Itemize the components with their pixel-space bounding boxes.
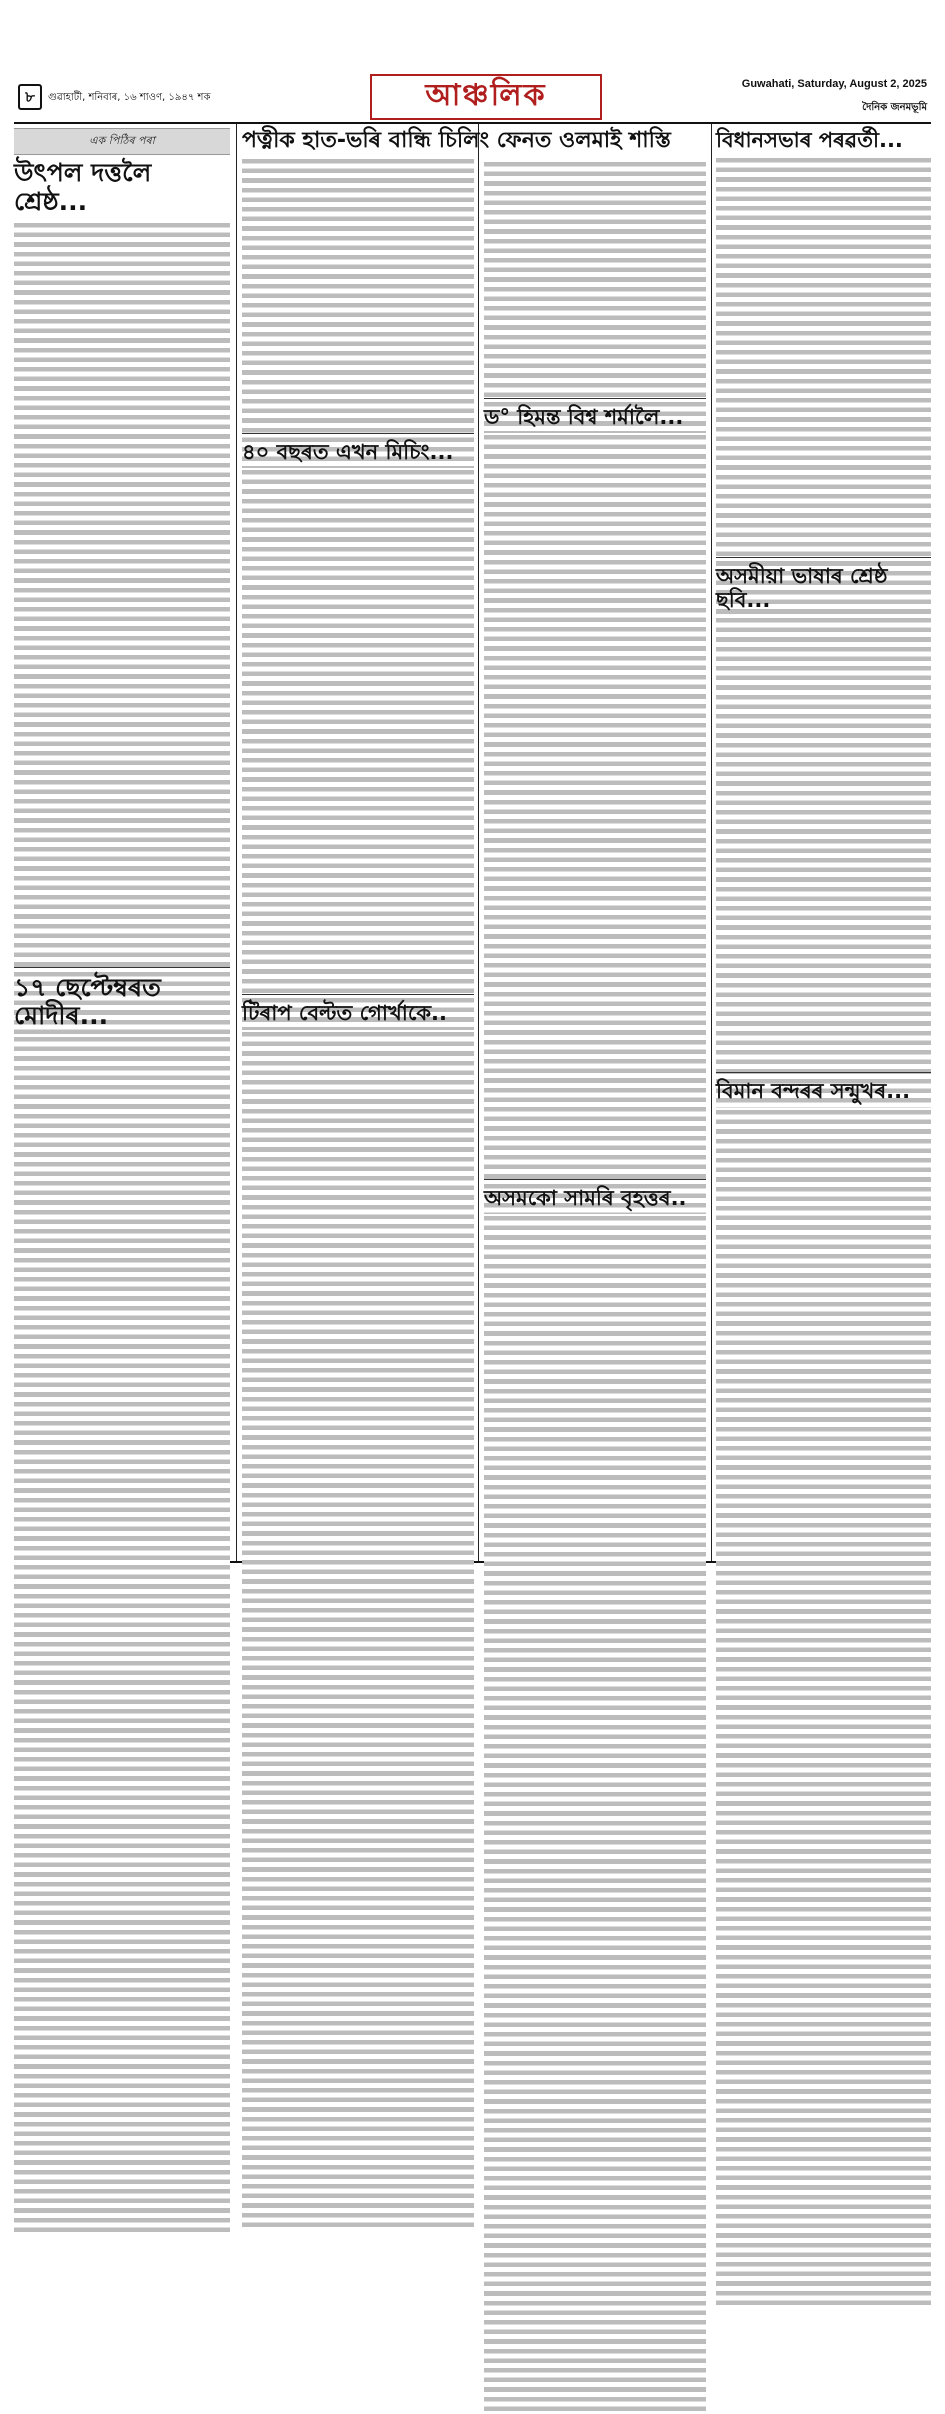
article-body xyxy=(242,1030,474,1590)
date-line-right: Guwahati, Saturday, August 2, 2025 xyxy=(741,78,927,90)
headline-greater-asom: অসমকো সামৰি বৃহত্তৰ.. xyxy=(484,1186,687,1211)
article-divider xyxy=(716,1072,931,1073)
column-middle-right xyxy=(484,160,706,1561)
article-body xyxy=(14,1035,230,1675)
headline-september-17: ১৭ ছেপ্টেম্বৰত মোদীৰ... xyxy=(14,972,161,1031)
continued-ribbon: এক পিঠিৰ পৰা xyxy=(14,128,230,155)
article-divider xyxy=(484,1179,706,1180)
article-divider xyxy=(242,433,474,434)
article-body xyxy=(716,616,931,1066)
section-name: দৈনিক জনমভূমি xyxy=(862,102,927,113)
article-body xyxy=(716,156,931,551)
article-body xyxy=(242,468,474,988)
page-number: ৮ xyxy=(18,84,42,110)
headline-assamese-film: অসমীয়া ভাষাৰ শ্ৰেষ্ঠ ছবি... xyxy=(716,564,888,613)
column-divider xyxy=(478,124,479,1561)
article-divider xyxy=(716,557,931,558)
article-divider xyxy=(484,398,706,399)
masthead: আঞ্চলিক xyxy=(370,74,602,120)
page-header xyxy=(14,72,931,126)
article-body xyxy=(484,433,706,1173)
article-body xyxy=(242,157,474,427)
headline-tirap-belt: টিৰাপ বেল্টত গোৰ্খাকে.. xyxy=(242,1001,447,1026)
headline-airport: বিমান বন্দৰৰ সন্মুখৰ... xyxy=(716,1079,911,1104)
article-body xyxy=(484,1214,706,1814)
headline-mising: ৪০ বছৰত এখন মিচিং... xyxy=(242,440,454,465)
article-body xyxy=(716,1108,931,1708)
article-divider xyxy=(14,967,230,968)
column-divider xyxy=(236,124,237,1561)
date-line-left: গুৱাহাটী, শনিবাৰ, ১৬ শাওণ, ১৯৪৭ শক xyxy=(48,92,211,103)
headline-utpal-dutta: উৎপল দত্তলৈ শ্ৰেষ্ঠ... xyxy=(14,158,152,216)
article-body xyxy=(484,160,706,392)
article-divider xyxy=(242,994,474,995)
article-body xyxy=(14,221,230,961)
headline-assembly: বিধানসভাৰ পৰৱৰ্তী... xyxy=(716,128,903,152)
headline-himanta: ড° হিমন্ত বিশ্ব শৰ্মালৈ... xyxy=(484,405,684,429)
column-left xyxy=(14,124,230,1561)
headline-wife-punishment: পত্নীক হাত-ভৰি বান্ধি চিলিং ফেনত ওলমাই শাস্তি xyxy=(242,128,671,153)
column-right xyxy=(716,124,931,1561)
column-divider xyxy=(711,124,712,1561)
